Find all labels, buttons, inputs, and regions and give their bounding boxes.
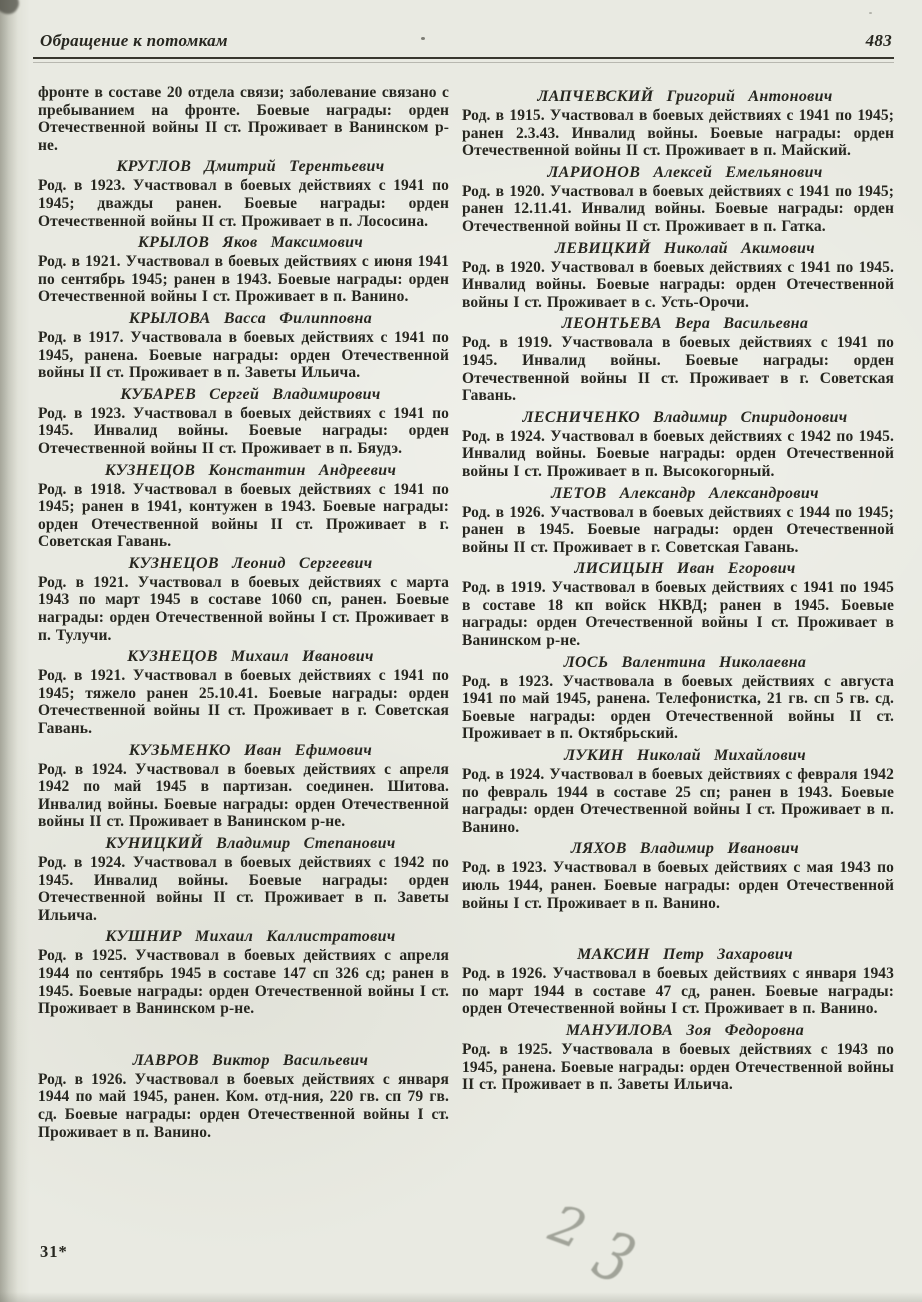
header-rule: [33, 57, 894, 59]
entry-name: ЛАПЧЕВСКИЙ Григорий Антонович: [537, 88, 833, 105]
entry-name: ЛОСЬ Валентина Николаевна: [563, 653, 807, 671]
veteran-entry: [38, 742, 449, 831]
text-columns: [38, 84, 894, 1141]
entry-text: Род. в 1925. Участвовал в боевых действиях с апреля 1944 по сентябрь 1945 в составе 147 сп 326 сд; ранен в 1945. Боевые награды: орден Отечественной войны I ст. Проживает в Ванинском р-не.: [38, 947, 449, 1018]
entry-text: Род. в 1921. Участвовал в боевых действиях с июня 1941 по сентябрь 1945; ранен в 1943. Боевые награды: орден Отечественной войны I ст. Проживает в п. Ванино.: [38, 253, 449, 306]
entry-name: МАНУИЛОВА Зоя Федоровна: [565, 1021, 805, 1039]
entry-text: Род. в 1926. Участвовал в боевых действиях с января 1944 по май 1945, ранен. Ком. отд-ния, 220 гв. сп 79 гв. сд. Боевые награды: орден Отечественной войны I ст. Проживает в п. Ванино.: [38, 1070, 449, 1141]
page-number: 483: [865, 31, 892, 50]
veteran-entry: [38, 1052, 449, 1141]
entry-text: Род. в 1924. Участвовал в боевых действиях с 1942 по 1945. Инвалид войны. Боевые награды: орден Отечественной войны I ст. Проживает в п. Высокогорный.: [462, 427, 894, 480]
entry-name: КУЗЬМЕНКО Иван Ефимович: [128, 741, 373, 759]
veteran-entry: [462, 1022, 894, 1094]
veteran-entry: [38, 648, 449, 737]
veteran-entry: [38, 158, 449, 230]
entry-name: КУНИЦКИЙ Владимир Степанович: [105, 835, 396, 852]
veteran-entry: [462, 946, 894, 1018]
running-title: Обращение к потомкам: [40, 31, 228, 50]
entry-text: Род. в 1926. Участвовал в боевых действиях с января 1943 по март 1944 в составе 47 сд, ранен. Боевые награды: орден Отечественной войны I ст. Проживает в п. Ванино.: [462, 965, 894, 1018]
column-left: [38, 84, 449, 1141]
veteran-entry: [462, 840, 894, 912]
veteran-entry: [38, 234, 449, 306]
entry-name: КРЫЛОВ Яков Максимович: [137, 234, 364, 252]
veteran-entry: [38, 555, 449, 644]
entry-text: Род. в 1925. Участвовала в боевых действиях с 1943 по 1945, ранена. Боевые награды: орден Отечественной войны II ст. Проживает в п. Заветы Ильича.: [462, 1040, 894, 1094]
entry-text: Род. в 1926. Участвовал в боевых действиях с 1944 по 1945; ранен в 1945. Боевые награды: орден Отечественной войны II ст. Проживает в г. Советская Гавань.: [462, 503, 894, 556]
veteran-entry: [462, 485, 894, 557]
entry-name: КРЫЛОВА Васса Филипповна: [128, 309, 373, 327]
entry-text: Род. в 1918. Участвовал в боевых действиях с 1941 по 1945; ранен в 1941, контужен в 1943. Боевые награды: орден Отечественной войны II ст. Проживает в г. Советская Гавань.: [38, 480, 449, 551]
handwritten-digit: 3: [581, 1216, 645, 1301]
veteran-entry: [462, 88, 894, 160]
entry-text: Род. в 1921. Участвовал в боевых действиях с 1941 по 1945; тяжело ранен 25.10.41. Боевые награды: орден Отечественной войны II ст. Проживает в г. Советская Гавань.: [38, 667, 449, 738]
entry-name: ЛЕВИЦКИЙ Николай Акимович: [555, 239, 815, 257]
entry-name: КРУГЛОВ Дмитрий Терентьевич: [116, 158, 385, 176]
entry-text: Род. в 1924. Участвовал в боевых действиях с апреля 1942 по май 1945 в партизан. соединен. Шитова. Инвалид войны. Боевые награды: орден Отечественной войны II ст. Проживает в Ванинском р-не.: [38, 760, 449, 831]
entry-text: Род. в 1919. Участвовала в боевых действиях с 1941 по 1945. Инвалид войны. Боевые награды: орден Отечественной войны II ст. Проживает в г. Советская Гавань.: [462, 334, 894, 405]
entry-text: Род. в 1920. Участвовал в боевых действиях с 1941 по 1945. Инвалид войны. Боевые награды: орден Отечественной войны I ст. Проживает в с. Усть-Орочи.: [462, 258, 894, 311]
entry-text: Род. в 1915. Участвовал в боевых действиях с 1941 по 1945; ранен 2.3.43. Инвалид войны. Боевые награды: орден Отечественной войны II ст. Проживает в п. Майский.: [462, 107, 894, 160]
veteran-entry: [462, 164, 894, 236]
entry-name: ЛЯХОВ Владимир Иванович: [570, 840, 800, 858]
entry-text: Род. в 1923. Участвовал в боевых действиях с 1941 по 1945; дважды ранен. Боевые награды: орден Отечественной войны II ст. Проживает в п. Лососина.: [38, 177, 449, 230]
entry-name: ЛЕОНТЬЕВА Вера Васильевна: [561, 315, 809, 333]
entry-name: ЛАРИОНОВ Алексей Емельянович: [547, 163, 823, 181]
veteran-entry: [38, 310, 449, 382]
entry-name: ЛИСИЦЫН Иван Егорович: [574, 560, 796, 578]
veteran-entry: [462, 747, 894, 836]
entry-name: МАКСИН Петр Захарович: [577, 946, 793, 964]
veteran-entry: [462, 654, 894, 743]
scan-gutter-shadow: [0, 0, 18, 1302]
veteran-entry: [38, 462, 449, 551]
entry-text: Род. в 1923. Участвовал в боевых действиях с мая 1943 по июль 1944, ранен. Боевые награды: орден Отечественной войны I ст. Проживает в п. Ванино.: [462, 859, 894, 912]
entry-name: ЛЕТОВ Александр Александрович: [551, 484, 819, 502]
entry-name: КУЗНЕЦОВ Константин Андреевич: [104, 461, 397, 479]
entry-text: Род. в 1924. Участвовал в боевых действиях с 1942 по 1945. Инвалид войны. Боевые награды: орден Отечественной войны II ст. Проживает в п. Заветы Ильича.: [38, 854, 449, 924]
handwritten-page-note: [541, 1193, 645, 1301]
page-header: [40, 31, 892, 51]
scan-speck: [869, 12, 872, 14]
veteran-entry: [462, 315, 894, 404]
entry-name: КУБАРЕВ Сергей Владимирович: [120, 385, 381, 403]
entry-name: КУЗНЕЦОВ Леонид Сергеевич: [128, 554, 373, 572]
veteran-entry: [462, 409, 894, 481]
entry-name: КУШНИР Михаил Каллистратович: [105, 928, 396, 946]
veteran-entry: [462, 240, 894, 312]
scan-corner-mark: [0, 0, 23, 18]
continuation-paragraph: фронте в составе 20 отдела связи; заболевание связано с пребыванием на фронте. Боевые награды: орден Отечественной войны II ст. Проживает в Ванинском р-не.: [38, 84, 449, 154]
signature-mark: 31*: [40, 1242, 68, 1261]
entry-text: Род. в 1921. Участвовал в боевых действиях с марта 1943 по март 1945 в составе 1060 сп, ранен. Боевые награды: орден Отечественной войны I ст. Проживает в п. Тулучи.: [38, 573, 449, 644]
entry-name: ЛАВРОВ Виктор Васильевич: [132, 1051, 369, 1069]
entry-text: Род. в 1923. Участвовала в боевых действиях с августа 1941 по май 1945, ранена. Телефонистка, 21 гв. сп 5 гв. сд. Боевые награды: орден Отечественной войны II ст. Проживает в п. Октябрьский.: [462, 672, 894, 743]
handwritten-digit: 2: [541, 1193, 594, 1262]
veteran-entry: [462, 560, 894, 649]
veteran-entry: [38, 835, 449, 924]
column-right: [462, 84, 894, 1141]
veteran-entry: [38, 386, 449, 458]
entry-name: ЛУКИН Николай Михайлович: [564, 747, 806, 765]
entry-text: Род. в 1923. Участвовал в боевых действиях с 1941 по 1945. Инвалид войны. Боевые награды: орден Отечественной войны II ст. Проживает в п. Бяудэ.: [38, 404, 449, 457]
entry-name: ЛЕСНИЧЕНКО Владимир Спиридонович: [522, 408, 848, 426]
entry-text: Род. в 1920. Участвовал в боевых действиях с 1941 по 1945; ранен 12.11.41. Инвалид войны. Боевые награды: орден Отечественной войны II ст. Проживает в п. Гатка.: [462, 182, 894, 235]
entry-name: КУЗНЕЦОВ Михаил Иванович: [127, 648, 374, 666]
veteran-entry: [38, 928, 449, 1017]
entry-text: Род. в 1924. Участвовал в боевых действиях с февраля 1942 по февраль 1944 в составе 25 сп; ранен в 1943. Боевые награды: орден Отечественной войны I ст. Проживает в п. Ванино.: [462, 766, 894, 836]
entry-text: Род. в 1919. Участвовал в боевых действиях с 1941 по 1945 в составе 18 кп войск НКВД; ранен в 1945. Боевые награды: орден Отечественной войны I ст. Проживает в Ванинском р-не.: [462, 579, 894, 650]
entry-text: Род. в 1917. Участвовала в боевых действиях с 1941 по 1945, ранена. Боевые награды: орден Отечественной войны II ст. Проживает в п. Заветы Ильича.: [38, 328, 449, 382]
